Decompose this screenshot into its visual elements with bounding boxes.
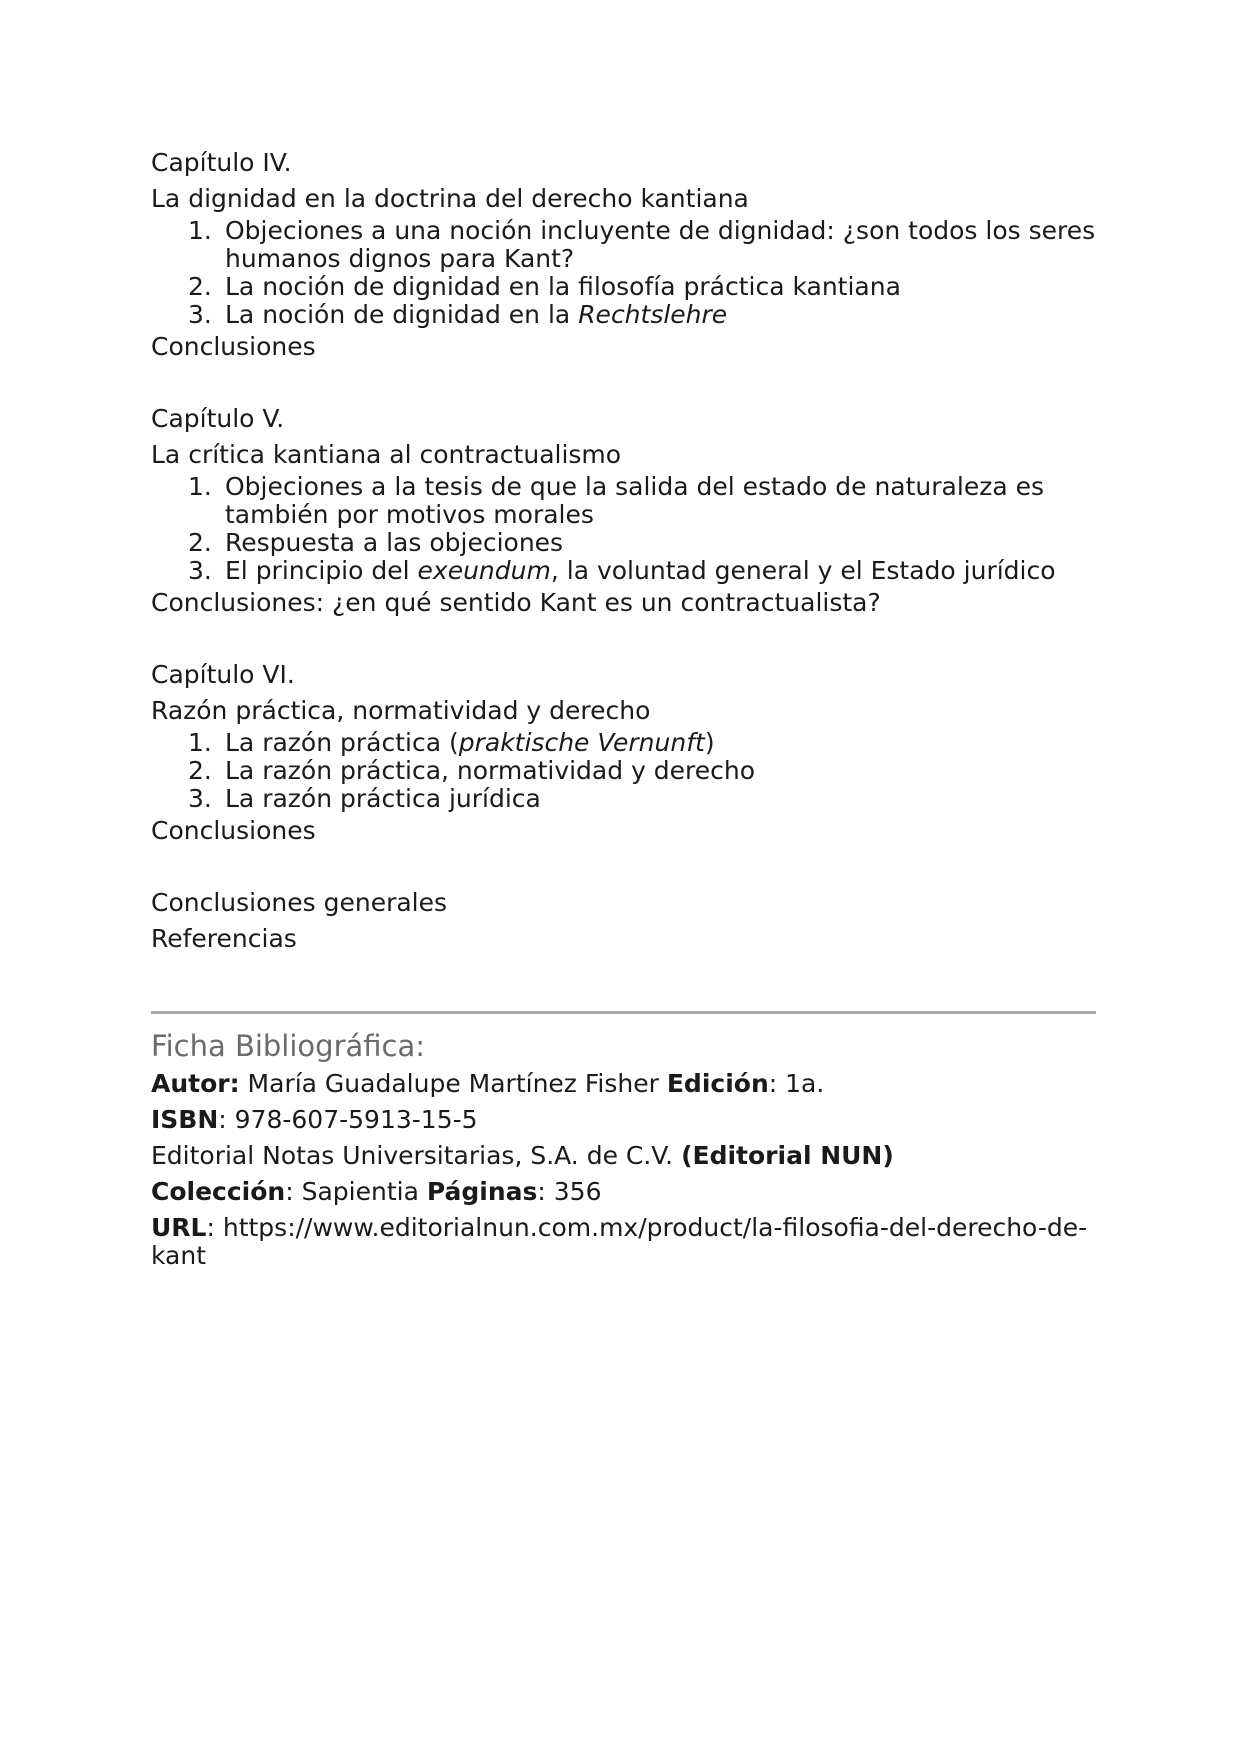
section-text-after: , la voluntad general y el Estado jurídico [550, 556, 1056, 585]
chapter-iv [151, 145, 1096, 365]
section-number: 1. [188, 728, 212, 757]
collection-line [151, 1174, 1096, 1210]
url-value[interactable]: : https://www.editorialnun.com.mx/product/la-filosofia-del-derecho-de-kant [151, 1213, 1088, 1270]
chapter-label: Capítulo V. [151, 404, 285, 433]
edition-value: : 1a. [768, 1069, 825, 1098]
section-item [151, 729, 1096, 757]
section-item [151, 301, 1096, 329]
section-text: La razón práctica jurídica [225, 784, 541, 813]
section-text-italic: exeundum [417, 556, 551, 585]
section-text: Objeciones a una noción incluyente de dignidad: ¿son todos los seres humanos dignos para Kant? [225, 216, 1096, 273]
isbn-value: : 978-607-5913-15-5 [218, 1105, 478, 1134]
section-text [225, 301, 1096, 329]
section-item [151, 757, 1096, 785]
section-text: La razón práctica, normatividad y derecho [225, 756, 756, 785]
section-text-before: La razón práctica ( [225, 728, 459, 757]
back-matter [151, 885, 1096, 957]
section-number: 3. [188, 784, 212, 813]
chapter-v [151, 401, 1096, 621]
section-item [151, 529, 1096, 557]
url-line [151, 1214, 1096, 1270]
section-text: Respuesta a las objeciones [225, 528, 564, 557]
section-text: La noción de dignidad en la filosofía práctica kantiana [225, 272, 901, 301]
edition-label: Edición [666, 1069, 769, 1098]
section-text-before: La noción de dignidad en la [225, 300, 579, 329]
section-item [151, 557, 1096, 585]
author-line [151, 1066, 1096, 1102]
chapter-conclusion: Conclusiones: ¿en qué sentido Kant es un contractualista? [151, 588, 881, 617]
chapter-vi [151, 657, 1096, 849]
section-text: Objeciones a la tesis de que la salida del estado de naturaleza es también por motivos morales [225, 472, 1044, 529]
references: Referencias [151, 924, 297, 953]
chapter-title: La dignidad en la doctrina del derecho kantiana [151, 184, 749, 213]
publisher-line [151, 1138, 1096, 1174]
pages-label: Páginas [426, 1177, 538, 1206]
author-value: María Guadalupe Martínez Fisher [239, 1069, 667, 1098]
isbn-line [151, 1102, 1096, 1138]
section-number: 1. [188, 472, 212, 501]
section-text-after: ) [704, 728, 715, 757]
section-text [225, 557, 1096, 585]
section-list [151, 217, 1096, 329]
publisher-value: Editorial Notas Universitarias, S.A. de C.V. [151, 1141, 682, 1170]
author-label: Autor: [151, 1069, 240, 1098]
divider [151, 1011, 1096, 1014]
collection-value: : Sapientia [285, 1177, 427, 1206]
section-list [151, 729, 1096, 813]
section-number: 3. [188, 300, 212, 329]
section-text-italic: praktische Vernunft [458, 728, 705, 757]
section-text-italic: Rechtslehre [578, 300, 728, 329]
publisher-short: (Editorial NUN) [681, 1141, 894, 1170]
pages-value: : 356 [537, 1177, 602, 1206]
chapter-title: La crítica kantiana al contractualismo [151, 440, 622, 469]
collection-label: Colección [151, 1177, 286, 1206]
section-item [151, 473, 1096, 529]
ficha-heading: Ficha Bibliográfica: [151, 1029, 426, 1063]
section-number: 2. [188, 272, 212, 301]
section-item [151, 785, 1096, 813]
chapter-title: Razón práctica, normatividad y derecho [151, 696, 651, 725]
section-list [151, 473, 1096, 585]
isbn-label: ISBN [151, 1105, 219, 1134]
general-conclusions: Conclusiones generales [151, 888, 448, 917]
bibliographic-card [151, 1026, 1096, 1270]
section-text [225, 729, 1096, 757]
section-item [151, 217, 1096, 273]
section-number: 3. [188, 556, 212, 585]
section-text-before: El principio del [225, 556, 418, 585]
section-number: 1. [188, 216, 212, 245]
url-label: URL [151, 1213, 207, 1242]
chapter-conclusion: Conclusiones [151, 816, 316, 845]
section-number: 2. [188, 528, 212, 557]
document-page [151, 145, 1096, 1270]
chapter-label: Capítulo IV. [151, 148, 292, 177]
chapter-conclusion: Conclusiones [151, 332, 316, 361]
section-number: 2. [188, 756, 212, 785]
section-item [151, 273, 1096, 301]
chapter-label: Capítulo VI. [151, 660, 295, 689]
